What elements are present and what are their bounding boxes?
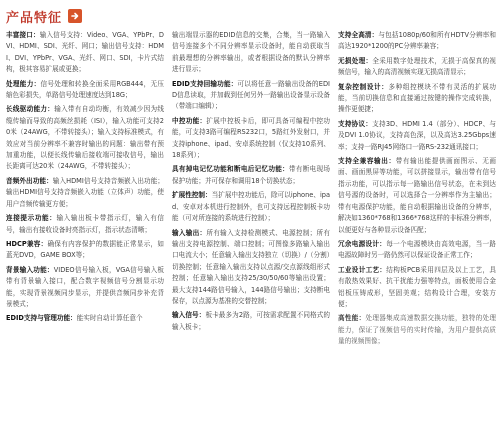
feature-column-2 (172, 30, 330, 440)
feature-item (172, 79, 330, 113)
feature-title: 扩展性控制： (172, 191, 212, 200)
feature-title: EDID支持与管理功能： (6, 314, 77, 323)
arrow-right-icon (68, 9, 82, 23)
feature-description: 输入信号支持：Video、VGA、YPbPr、DVI、HDMI、SDI、光纤、网口；输出信号支持：HDMI、DVI、YPbPr、VGA、光纤、网口、SDI，卡片式结构，极其容易扩展或更换； (6, 31, 164, 74)
feature-item (172, 310, 330, 333)
feature-title: 冗余电源设计： (338, 239, 387, 248)
feature-item (338, 30, 496, 53)
feature-title: 输入输出： (172, 228, 207, 237)
feature-item (172, 228, 330, 308)
feature-description: 输入带有自动均衡，有效减少因为线缆传输而导致的高频丝损耗（ISI），输入功能可支持20米（24AWG，不带转接头）；输入支持标准模式，有效应对当前分辨率不兼容时输出的问题：输出带有预加重功能，以便长线传输后接收端可接收信号，输出长距离可达20米（24AWG，不带转接头）； (6, 105, 164, 171)
feature-description: 每一个电源模块由高效电源，当一路电源故障时另一路仍然可以保证设备正常工作； (338, 239, 496, 260)
feature-item (6, 213, 164, 236)
feature-item (6, 239, 164, 262)
feature-description: 带有输出能提供画面图示、无画面、画面黑屏等功能，可以拼接显示，输出带有信号指示功能，可以指示每一路输出信号状态，在未到达信号源的设备时，可以选择合一分辨率作为主输出；带有电源保护功能，能自动根据输出设备的分辨率，解决如1360*768和1366*768这样的非标准分辨率，以便更好与各种显示设备匹配； (338, 157, 496, 234)
feature-title: 音频外出功能： (6, 176, 53, 185)
feature-title: 丰富接口： (6, 31, 40, 39)
feature-item (6, 176, 164, 210)
feature-description: 多种组控模块不带有灵活的扩展功能，当前切换信息和直接通过按键的操作完成转换，操作更便捷； (338, 82, 496, 114)
feature-description: 与包括1080p/60和所有HDTV分辨率和高达1920*1200的PC分辨率兼容； (338, 31, 496, 51)
feature-description: 所有输入支持检测模式、电源控制；所有输出支持电源控制、端口控制；可图像多路输入输出口电流大小；任意输入输出支持独立（切换）/（分割）切换控制；任意输入输出支持以点源/交点源线组形式控制；任意输入输出支持25/30/50/60等输出设置；最大支持144路信号输入，144路信号输出；支持断电保存，以点源为基准的交替控制； (172, 228, 330, 305)
feature-description: 输入HDMI信号支持音频嵌入出功能；输出HDMI信号支持音频嵌入功能（立体声）功能，使用户音频传输更方便； (6, 176, 164, 208)
feature-title: 处理能力： (6, 79, 41, 88)
feature-title: 连接提示功能： (6, 214, 57, 223)
feature-item (338, 239, 496, 262)
feature-title: 支持全兼容输出： (338, 157, 396, 166)
feature-description: 结构板PCB采用四层及以上工艺，具有散热效果好、抗干扰能力强等特点，面板使用合金铝板压铸成形，坚固美观；结构设计合理，安装方便； (338, 265, 496, 308)
feature-description: 板卡最多为2路，可按需求配置不同格式的输入板卡； (172, 311, 330, 331)
feature-item (338, 82, 496, 116)
feature-description: 处理器集成高速数据交换功能，独特的处理能力，保证了视频信号的实时传输，为用户提供高质量的视频图像； (338, 314, 496, 346)
feature-title: 工业设计工艺： (338, 265, 387, 274)
feature-item (6, 265, 164, 311)
feature-item (338, 119, 496, 153)
feature-title: 复杂控制设计： (338, 82, 389, 91)
feature-description: 能实时自动计算任意个 (76, 314, 143, 323)
feature-title: 支持全高清： (338, 31, 379, 39)
feature-item (338, 265, 496, 311)
feature-description: 支持3D、HDMI 1.4（部分）、HDCP、与及DVI 1.0协议，支持高色深，以及高达3.25Gbps速率；支持一路RJ45网络口一路RS-232通讯接口； (338, 119, 496, 151)
arrow-right-icon-glyph (70, 11, 80, 21)
feature-item (338, 56, 496, 79)
feature-title: HDCP兼容： (6, 239, 48, 248)
feature-description: VIDEO信号输入板，VGA信号输入板带有背景输入接口，配合数字视频信号分割显示功能，实现背景视频同步显示，并提供音频同步补充背景模式； (6, 265, 164, 308)
feature-title: 长线驱动能力： (6, 105, 55, 114)
feature-title: 高性能： (338, 314, 366, 323)
feature-description: 输入输出板卡带指示灯，输入有信号，输出有接收设备时亮指示灯，指示状态清晰； (6, 214, 164, 234)
feature-item (172, 30, 330, 76)
feature-title: 无损处理： (338, 56, 373, 65)
feature-description: 全采用数字处理技术，无损于高保真的视频信号，输入的高清视频实现无损高清显示； (338, 56, 496, 77)
feature-description: 扩展中控板卡后，即可具备可编程中控功能，可支持3路可编程RS232口，5路红外发射口，并支持iphone、ipad、安卓系统控制（仅支持10系列、18系列）； (172, 116, 330, 160)
feature-column-1 (6, 30, 164, 440)
feature-item (6, 313, 164, 324)
feature-description: 信号处理和转换全面采用RGB444，无压缩色彩损失，单路信号处理速度达到18G； (6, 79, 164, 100)
feature-column-3 (338, 30, 496, 440)
feature-description: 带有断电现场保护功能；并可保存和调用18个切换状态； (172, 165, 330, 185)
feature-title: 背景输入功能： (6, 265, 54, 274)
section-title: 产品特征 (6, 10, 63, 26)
feature-item (6, 30, 164, 76)
feature-item (172, 190, 330, 224)
feature-title: 支持协议： (338, 119, 373, 128)
feature-description: 确保有内容保护的数据能正常显示，如蓝光DVD，GAME BOX等； (6, 239, 164, 260)
feature-item (6, 104, 164, 172)
feature-item (338, 313, 496, 347)
feature-title: 输入信号： (172, 311, 206, 320)
feature-title: 中控功能： (172, 116, 207, 125)
section-header (6, 6, 82, 26)
feature-item (6, 79, 164, 102)
feature-title: EDID支持回输功能： (172, 79, 238, 88)
feature-item (172, 164, 330, 187)
feature-item (338, 156, 496, 236)
feature-title: 具有掉电记忆功能和断电后记忆功能： (172, 165, 289, 174)
feature-description: 可以将任意一路输出设备的EDID信息读取，并加载到任何另外一路输出设备显示设备（带端口编辑）； (172, 79, 330, 111)
feature-columns (6, 30, 496, 440)
feature-description: 当扩展中控功能后，除可以iphone、ipad、安卓对本机进行控制外，也可支持远程控制板卡功能（可对所连接的系统进行控制）； (172, 191, 330, 223)
feature-description: 输出端显示器的EDID信息的交集，合集，当一路输入信号连接多个不同分辨率显示设备时，能自动获取当前最理想的分辨率输出，或者根据设备的默认分辨率进行显示； (172, 31, 330, 74)
feature-item (172, 116, 330, 162)
